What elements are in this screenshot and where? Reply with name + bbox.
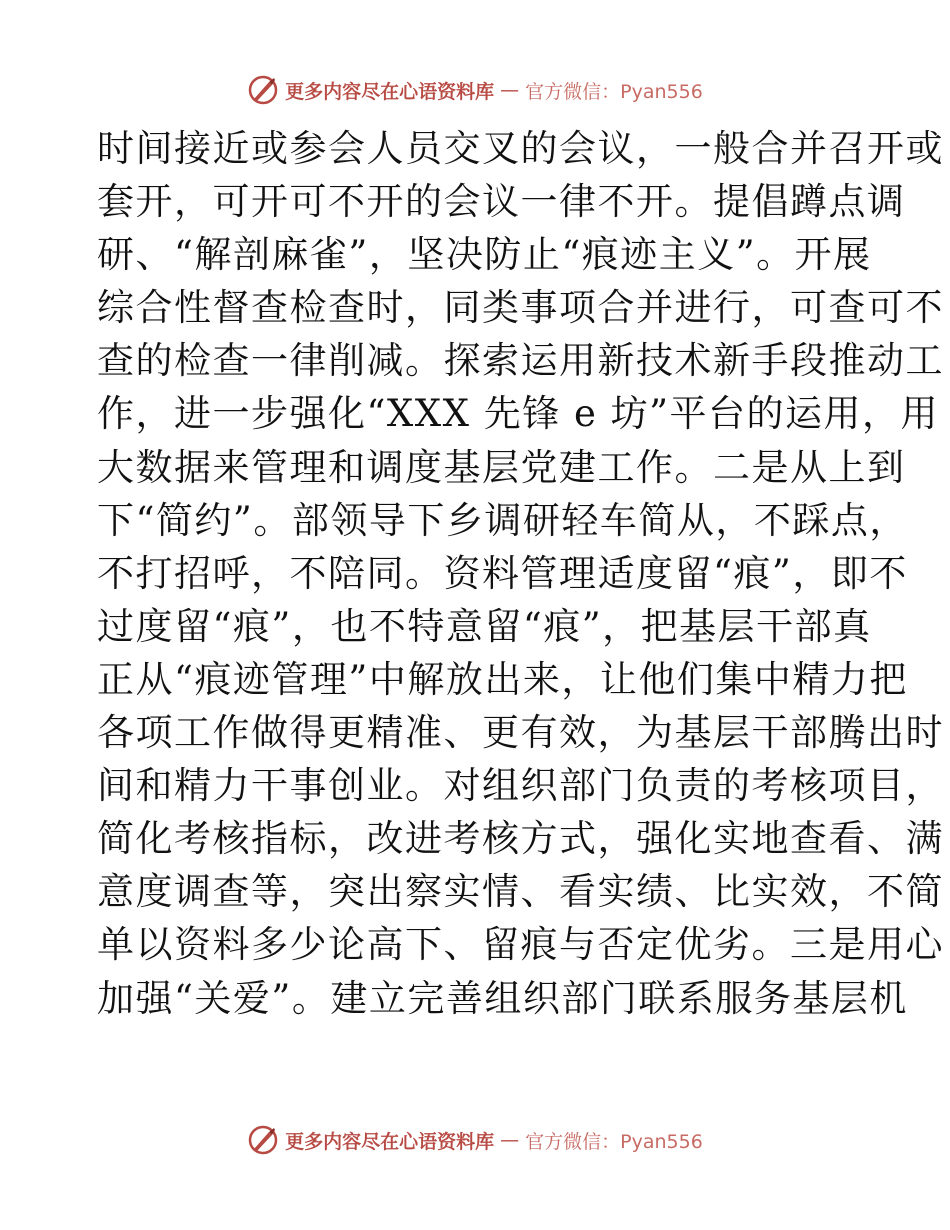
body-line: 正从“痕迹管理”中解放出来，让他们集中精力把 — [97, 657, 908, 701]
body-line: 意度调查等，突出察实情、看实绩、比实效，不简 — [97, 870, 944, 914]
body-line: 过度留“痕”，也不特意留“痕”，把基层干部真 — [97, 604, 872, 648]
quill-pen-circle-icon — [247, 1124, 279, 1156]
body-line: 作，进一步强化“XXX 先锋 e 坊”平台的运用，用 — [97, 392, 940, 436]
body-line: 套开，可开可不开的会议一律不开。提倡蹲点调 — [97, 180, 906, 224]
body-line: 间和精力干事创业。对组织部门负责的考核项目， — [97, 764, 944, 808]
footer-wechat-text: 官方微信：Pyan556 — [525, 1130, 703, 1153]
header-banner — [0, 72, 950, 108]
footer-site-text: 更多内容尽在心语资料库 — [285, 1130, 495, 1153]
body-line: 加强“关爱”。建立完善组织部门联系服务基层机 — [97, 976, 908, 1020]
header-site-text: 更多内容尽在心语资料库 — [285, 80, 495, 103]
body-line: 单以资料多少论高下、留痕与否定优劣。三是用心 — [97, 923, 944, 967]
quill-pen-circle-icon — [247, 74, 279, 106]
body-line: 下“简约”。部领导下乡调研轻车简从，不踩点， — [97, 498, 908, 542]
header-separator: — — [500, 79, 520, 101]
body-line: 大数据来管理和调度基层党建工作。二是从上到 — [97, 445, 906, 489]
footer-banner — [0, 1122, 950, 1158]
body-line: 时间接近或参会人员交叉的会议，一般合并召开或 — [97, 127, 944, 170]
body-line: 研、“解剖麻雀”，坚决防止“痕迹主义”。开展 — [97, 233, 872, 277]
footer-separator: — — [500, 1129, 520, 1151]
body-line: 不打招呼，不陪同。资料管理适度留“痕”，即不 — [97, 551, 908, 595]
header-wechat-text: 官方微信：Pyan556 — [525, 80, 703, 103]
body-line: 简化考核指标，改进考核方式，强化实地查看、满 — [97, 817, 944, 861]
body-line: 综合性督查检查时，同类事项合并进行，可查可不 — [97, 286, 944, 330]
body-line: 查的检查一律削减。探索运用新技术新手段推动工 — [97, 339, 944, 383]
body-line: 各项工作做得更精准、更有效，为基层干部腾出时 — [97, 711, 944, 755]
document-body — [97, 122, 944, 1025]
